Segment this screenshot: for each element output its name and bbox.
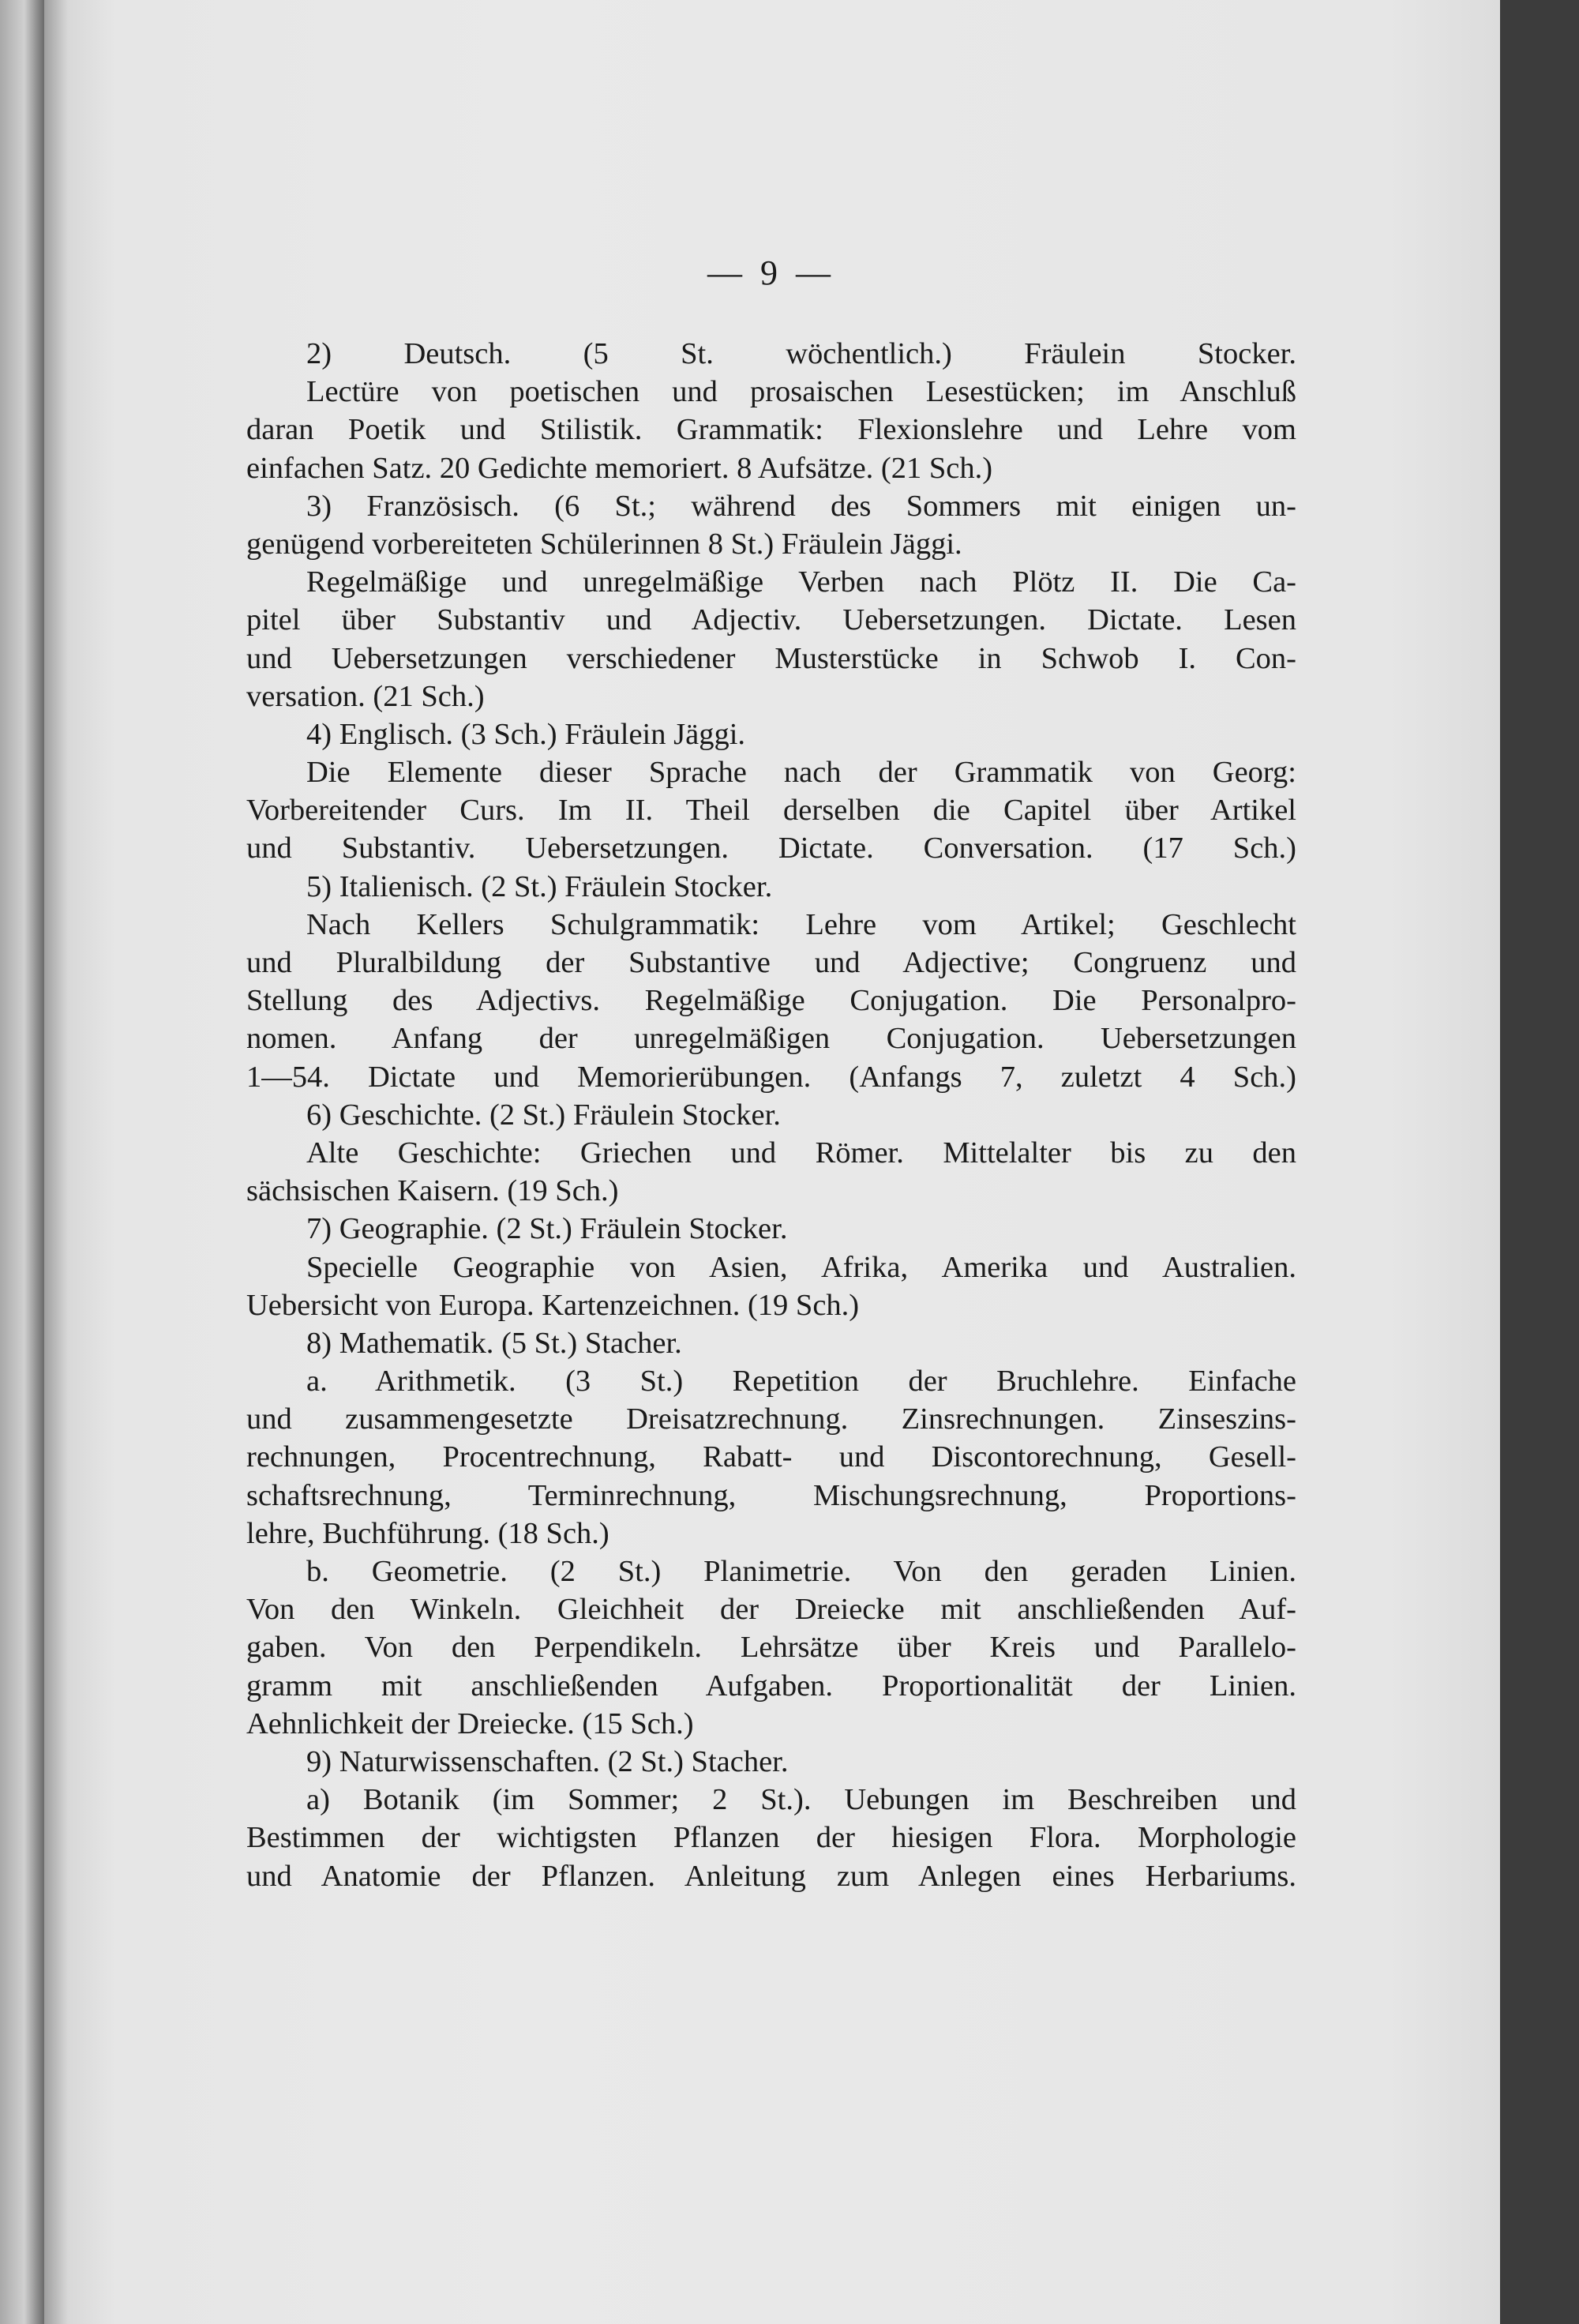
heading-mathematik: 8) Mathematik. (5 St.) Stacher.: [306, 1326, 682, 1360]
text-line: und zusammengesetzte Dreisatzrechnung. Zinsrechnungen. Zinseszins-: [246, 1402, 1296, 1436]
text-line: 1—54. Dictate und Memorierübungen. (Anfangs 7, zuletzt 4 Sch.): [246, 1060, 1296, 1094]
text-line: schaftsrechnung, Terminrechnung, Mischungsrechnung, Proportions-: [246, 1478, 1296, 1512]
text-line: einfachen Satz. 20 Gedichte memoriert. 8 Aufsätze. (21 Sch.): [246, 451, 993, 485]
text-line: Die Elemente dieser Sprache nach der Grammatik von Georg:: [306, 756, 1296, 790]
text-line: Specielle Geographie von Asien, Afrika, Amerika und Australien.: [306, 1250, 1296, 1284]
text-line: Vorbereitender Curs. Im II. Theil derselben die Capitel über Artikel: [246, 794, 1296, 828]
text-line: Von den Winkeln. Gleichheit der Dreiecke mit anschließenden Auf-: [246, 1593, 1296, 1627]
text-line: pitel über Substantiv und Adjectiv. Uebersetzungen. Dictate. Lesen: [246, 603, 1296, 637]
text-line: Alte Geschichte: Griechen und Römer. Mittelalter bis zu den: [306, 1136, 1296, 1170]
heading-italienisch: 5) Italienisch. (2 St.) Fräulein Stocker.: [306, 869, 773, 903]
subheading-geometrie: b. Geometrie. (2 St.) Planimetrie. Von den geraden Linien.: [306, 1555, 1296, 1588]
heading-geschichte: 6) Geschichte. (2 St.) Fräulein Stocker.: [306, 1098, 781, 1132]
heading-franzoesisch: 3) Französisch. (6 St.; während des Sommers mit einigen un-: [306, 489, 1296, 523]
text-line: gaben. Von den Perpendikeln. Lehrsätze über Kreis und Parallelo-: [246, 1631, 1296, 1665]
text-line: Regelmäßige und unregelmäßige Verben nach Plötz II. Die Ca-: [306, 565, 1296, 599]
page-body: [246, 335, 1296, 1895]
text-line: Uebersicht von Europa. Kartenzeichnen. (19 Sch.): [246, 1288, 860, 1322]
text-line: und Anatomie der Pflanzen. Anleitung zum Anlegen eines Herbariums.: [246, 1859, 1296, 1893]
text-line: nomen. Anfang der unregelmäßigen Conjugation. Uebersetzungen: [246, 1022, 1296, 1056]
text-line: und Uebersetzungen verschiedener Musterstücke in Schwob I. Con-: [246, 641, 1296, 675]
heading-deutsch: 2) Deutsch. (5 St. wöchentlich.) Fräulein Stocker.: [306, 337, 1296, 370]
text-line: gramm mit anschließenden Aufgaben. Proportionalität der Linien.: [246, 1669, 1296, 1703]
heading-englisch: 4) Englisch. (3 Sch.) Fräulein Jäggi.: [306, 717, 746, 751]
text-line: und Substantiv. Uebersetzungen. Dictate. Conversation. (17 Sch.): [246, 832, 1296, 865]
text-line: Bestimmen der wichtigsten Pflanzen der hiesigen Flora. Morphologie: [246, 1821, 1296, 1855]
page-number: — 9 —: [707, 253, 835, 292]
text-line: und Pluralbildung der Substantive und Adjective; Congruenz und: [246, 946, 1296, 979]
text-line: Nach Kellers Schulgrammatik: Lehre vom Artikel; Geschlecht: [306, 907, 1296, 941]
subheading-botanik: a) Botanik (im Sommer; 2 St.). Uebungen im Beschreiben und: [306, 1783, 1296, 1817]
text-line: lehre, Buchführung. (18 Sch.): [246, 1516, 609, 1550]
text-line: genügend vorbereiteten Schülerinnen 8 St.) Fräulein Jäggi.: [246, 527, 962, 561]
heading-geographie: 7) Geographie. (2 St.) Fräulein Stocker.: [306, 1212, 788, 1246]
previous-page-edge: [0, 0, 44, 2324]
heading-naturwissenschaften: 9) Naturwissenschaften. (2 St.) Stacher.: [306, 1744, 789, 1778]
text-line: sächsischen Kaisern. (19 Sch.): [246, 1174, 619, 1208]
text-line: Aehnlichkeit der Dreiecke. (15 Sch.): [246, 1706, 694, 1740]
subheading-arithmetik: a. Arithmetik. (3 St.) Repetition der Bruchlehre. Einfache: [306, 1365, 1296, 1399]
text-line: Lectüre von poetischen und prosaischen Lesestücken; im Anschluß: [306, 375, 1296, 409]
book-page: [44, 0, 1500, 2324]
text-line: Stellung des Adjectivs. Regelmäßige Conjugation. Die Personalpro-: [246, 984, 1296, 1018]
text-line: rechnungen, Procentrechnung, Rabatt- und Discontorechnung, Gesell-: [246, 1440, 1296, 1474]
text-line: daran Poetik und Stilistik. Grammatik: Flexionslehre und Lehre vom: [246, 413, 1296, 447]
text-line: versation. (21 Sch.): [246, 679, 485, 713]
